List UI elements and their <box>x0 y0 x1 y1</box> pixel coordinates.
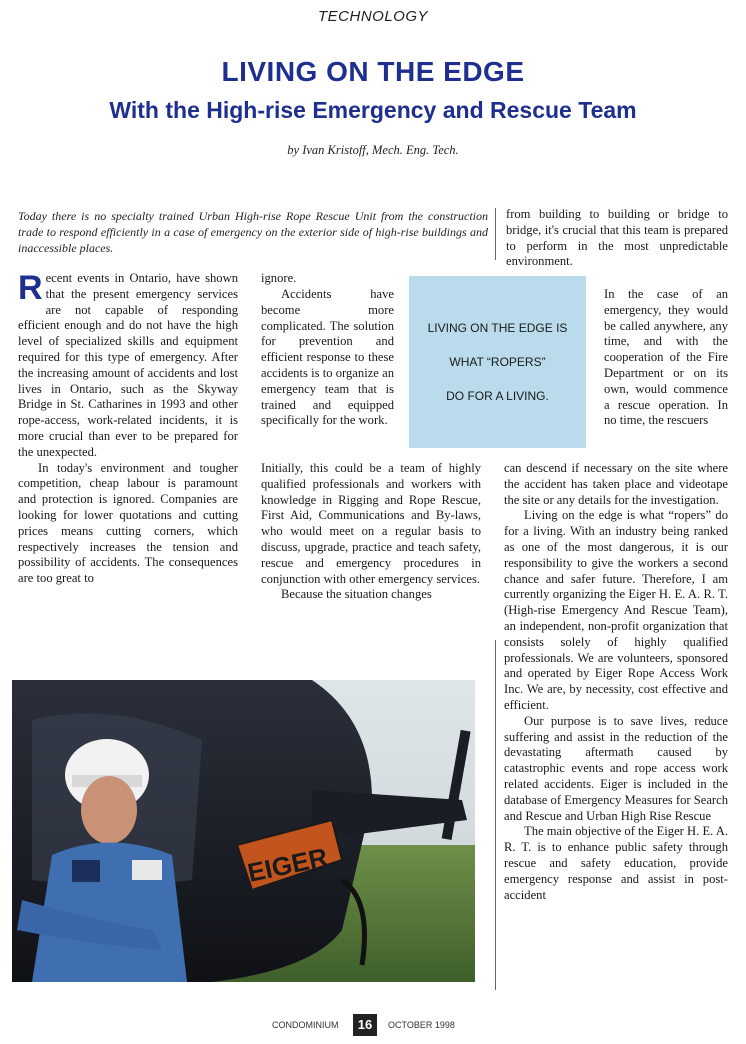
paragraph: The main objective of the Eiger H. E. A. R. T. is to enhance public safety through rescue and safety education, provide emergency response and assist in post-accident <box>504 824 728 902</box>
byline: by Ivan Kristoff, Mech. Eng. Tech. <box>287 143 459 157</box>
paragraph: Our purpose is to save lives, reduce suffering and assist in the reduction of the devastating aftermath caused by catastrophic events and rope access work related accidents. Eiger is included in the database of Emergency Measures for Search and Rescue and Urban High Rise Rescue <box>504 713 728 823</box>
column-2-narrow <box>261 287 394 429</box>
paragraph: Recent events in Ontario, have shown that the present emergency services are not capable of responding efficient enough and do not have the high level of specialized skills and equipment required for this type of emergency. After the increasing amount of accidents and lost lives in Ontario, such as the Skyway Bridge in St. Catharines in 1993 and other rope-access, work-related incidents, it is more crucial than ever to be prepared for the unexpected. <box>18 269 238 459</box>
pull-quote-line: WHAT “ROPERS” <box>449 355 546 369</box>
column-3-top <box>506 207 728 270</box>
page-number: 16 <box>353 1014 377 1036</box>
column-3-main <box>504 461 728 903</box>
column-2-wide <box>261 461 481 603</box>
footer-magazine: CONDOMINIUM <box>272 1020 339 1030</box>
helicopter-brand-text: EIGER <box>244 841 331 888</box>
column-3-narrow <box>604 287 728 429</box>
section-label: TECHNOLOGY <box>317 8 428 25</box>
column-divider <box>495 640 496 990</box>
intro-text: Today there is no specialty trained Urban High-rise Rope Rescue Unit from the construction trade to respond efficiently in a case of emergency on the exterior side of high-rise buildings and inaccessible places. <box>18 209 488 255</box>
paragraph: Initially, this could be a team of highly qualified professionals and workers with knowledge in Rigging and Rope Rescue, First Aid, Communications and By-laws, who would meet on a regular basis to discuss, upgrade, practice and teach safety, rescue and emergency procedures in conjunction with other emergency services. <box>261 461 481 586</box>
paragraph: can descend if necessary on the site where the accident has taken place and videotape the site or any details for the investigation. <box>504 461 728 507</box>
paragraph: Because the situation changes <box>281 587 432 602</box>
paragraph: Accidents have become more complicated. The solution for prevention and efficient response to these accidents is to organize an emergency team that is trained and equipped specifically for the work. <box>261 287 394 428</box>
footer-date: OCTOBER 1998 <box>388 1020 455 1030</box>
column-1 <box>18 271 238 587</box>
pull-quote-line: DO FOR A LIVING. <box>446 389 549 403</box>
helicopter-rescuer-photo <box>12 680 475 982</box>
paragraph: In the case of an emergency, they would be called anywhere, any time, and with the cooperation of the Fire Department or on its own, would commence a rescue operation. In no time, the rescuers <box>604 287 728 428</box>
paragraph: In today's environment and tougher competition, cheap labour is paramount and protection is ignored. Companies are looking for lower quotations and cutting prices means cutting corners, which respectively increases the tension and possibility of accidents. The consequences are too great to <box>18 460 238 586</box>
paragraph: Living on the edge is what “ropers” do for a living. With an industry being ranked as one of the most dangerous, it is our responsibility to give the workers a second chance and safer future. Therefore, I am currently organizing the Eiger H. E. A. R. T. (High-rise Emergency And Rescue Team), an independent, non-profit organization that consists solely of highly qualified professionals. We are volunteers, sponsored and operated by Eiger Rope Access Work Inc. We are, by necessity, cost effective and efficient. <box>504 508 728 712</box>
paragraph: from building to building or bridge to bridge, it's crucial that this team is prepared to perform in the most unpredictable environment. <box>506 207 728 269</box>
article-title: LIVING ON THE EDGE <box>221 56 525 87</box>
column-divider <box>495 208 496 260</box>
pull-quote-line: LIVING ON THE EDGE IS <box>427 321 568 335</box>
pull-quote-box <box>409 276 586 448</box>
paragraph: ignore. <box>261 271 297 285</box>
article-subtitle: With the High-rise Emergency and Rescue Team <box>109 97 637 123</box>
drop-cap: R <box>18 269 43 307</box>
photo-illustration <box>12 680 475 982</box>
